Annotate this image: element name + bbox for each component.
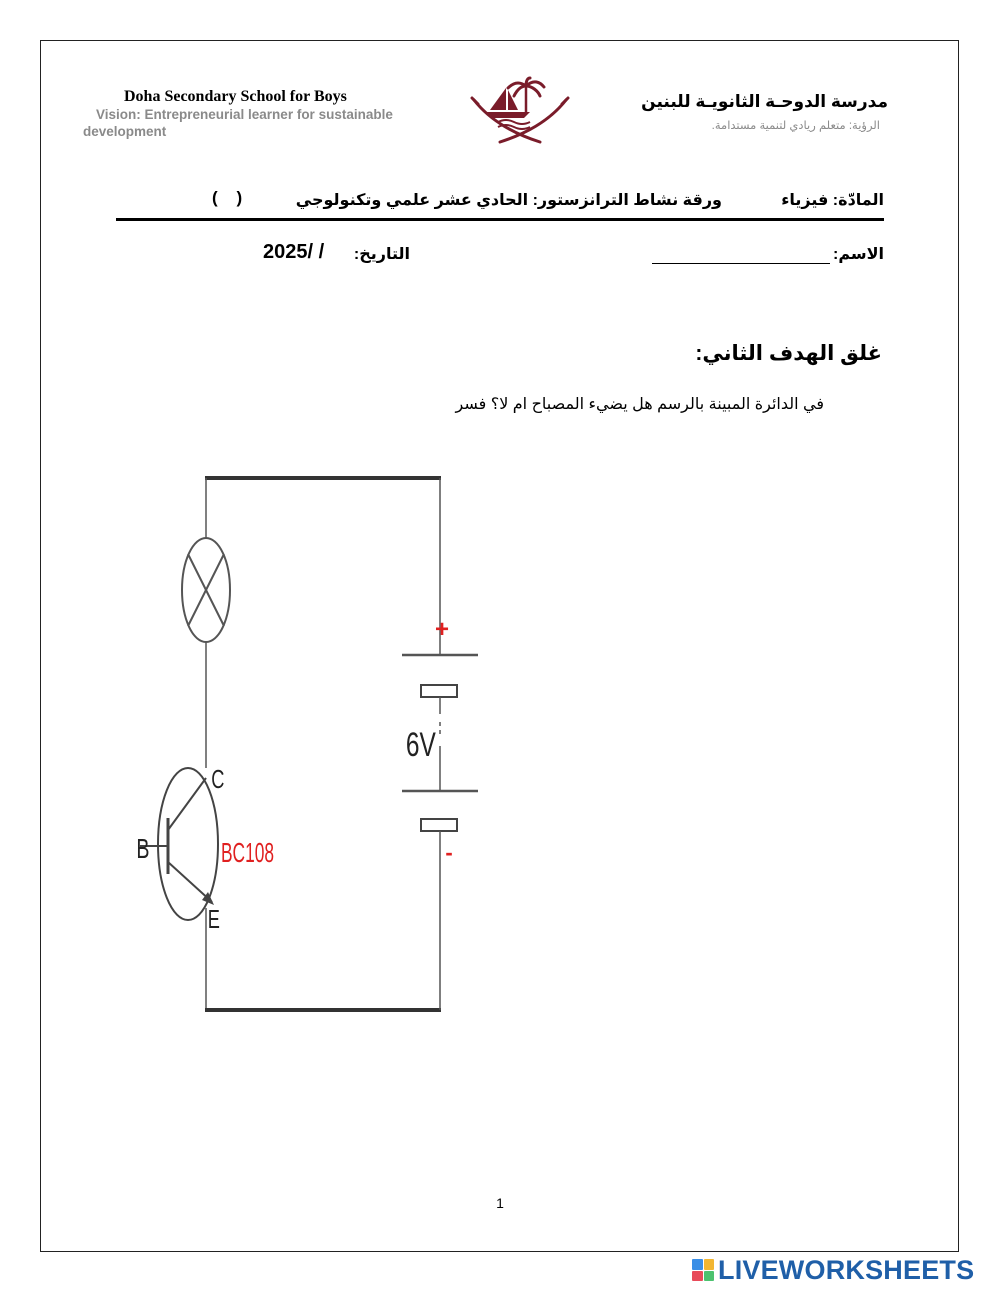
battery-voltage-label: 6V: [405, 726, 436, 765]
section-heading: غلق الهدف الثاني:: [695, 342, 882, 365]
header-divider: [116, 218, 884, 221]
worksheet-title: ورقة نشاط الترانزستور: الحادي عشر علمي وتكنولوجي: [295, 192, 722, 209]
name-label: الاسم:: [832, 246, 884, 263]
battery-negative-sign: -: [445, 840, 453, 865]
brand-squares-icon: [692, 1259, 714, 1281]
battery-positive-sign: +: [434, 616, 450, 643]
terminal-collector-label: C: [211, 764, 225, 794]
terminal-emitter-label: E: [207, 904, 220, 934]
subject-label: المادّة: فيزياء: [781, 192, 884, 209]
school-logo: [468, 76, 572, 148]
vision-en-line1: Vision: Entrepreneurial learner for sustainable: [96, 107, 393, 122]
date-label: التاريخ:: [353, 246, 410, 263]
terminal-base-label: B: [136, 833, 150, 865]
date-value: 2025/ /: [263, 241, 325, 263]
transistor-model-label: BC108: [221, 836, 275, 869]
name-input-line[interactable]: [652, 263, 830, 264]
question-text: في الدائرة المبينة بالرسم هل يضيء المصباح ام لا؟ فسر: [455, 396, 824, 413]
vision-en-line2: development: [83, 124, 167, 139]
school-name-ar: مدرسة الدوحـة الثانويـة للبنين: [641, 92, 888, 111]
vision-ar: الرؤية: متعلم ريادي لتنمية مستدامة.: [711, 120, 880, 132]
circuit-diagram: [128, 468, 488, 1020]
liveworksheets-logo[interactable]: [692, 1256, 974, 1284]
transistor-symbol: [140, 768, 218, 920]
lamp-symbol: [182, 538, 230, 642]
brand-name: LIVEWORKSHEETS: [718, 1254, 975, 1285]
school-name-en: Doha Secondary School for Boys: [124, 88, 347, 105]
grade-paren-box: ( ): [212, 188, 243, 207]
page-number: 1: [496, 1195, 504, 1211]
